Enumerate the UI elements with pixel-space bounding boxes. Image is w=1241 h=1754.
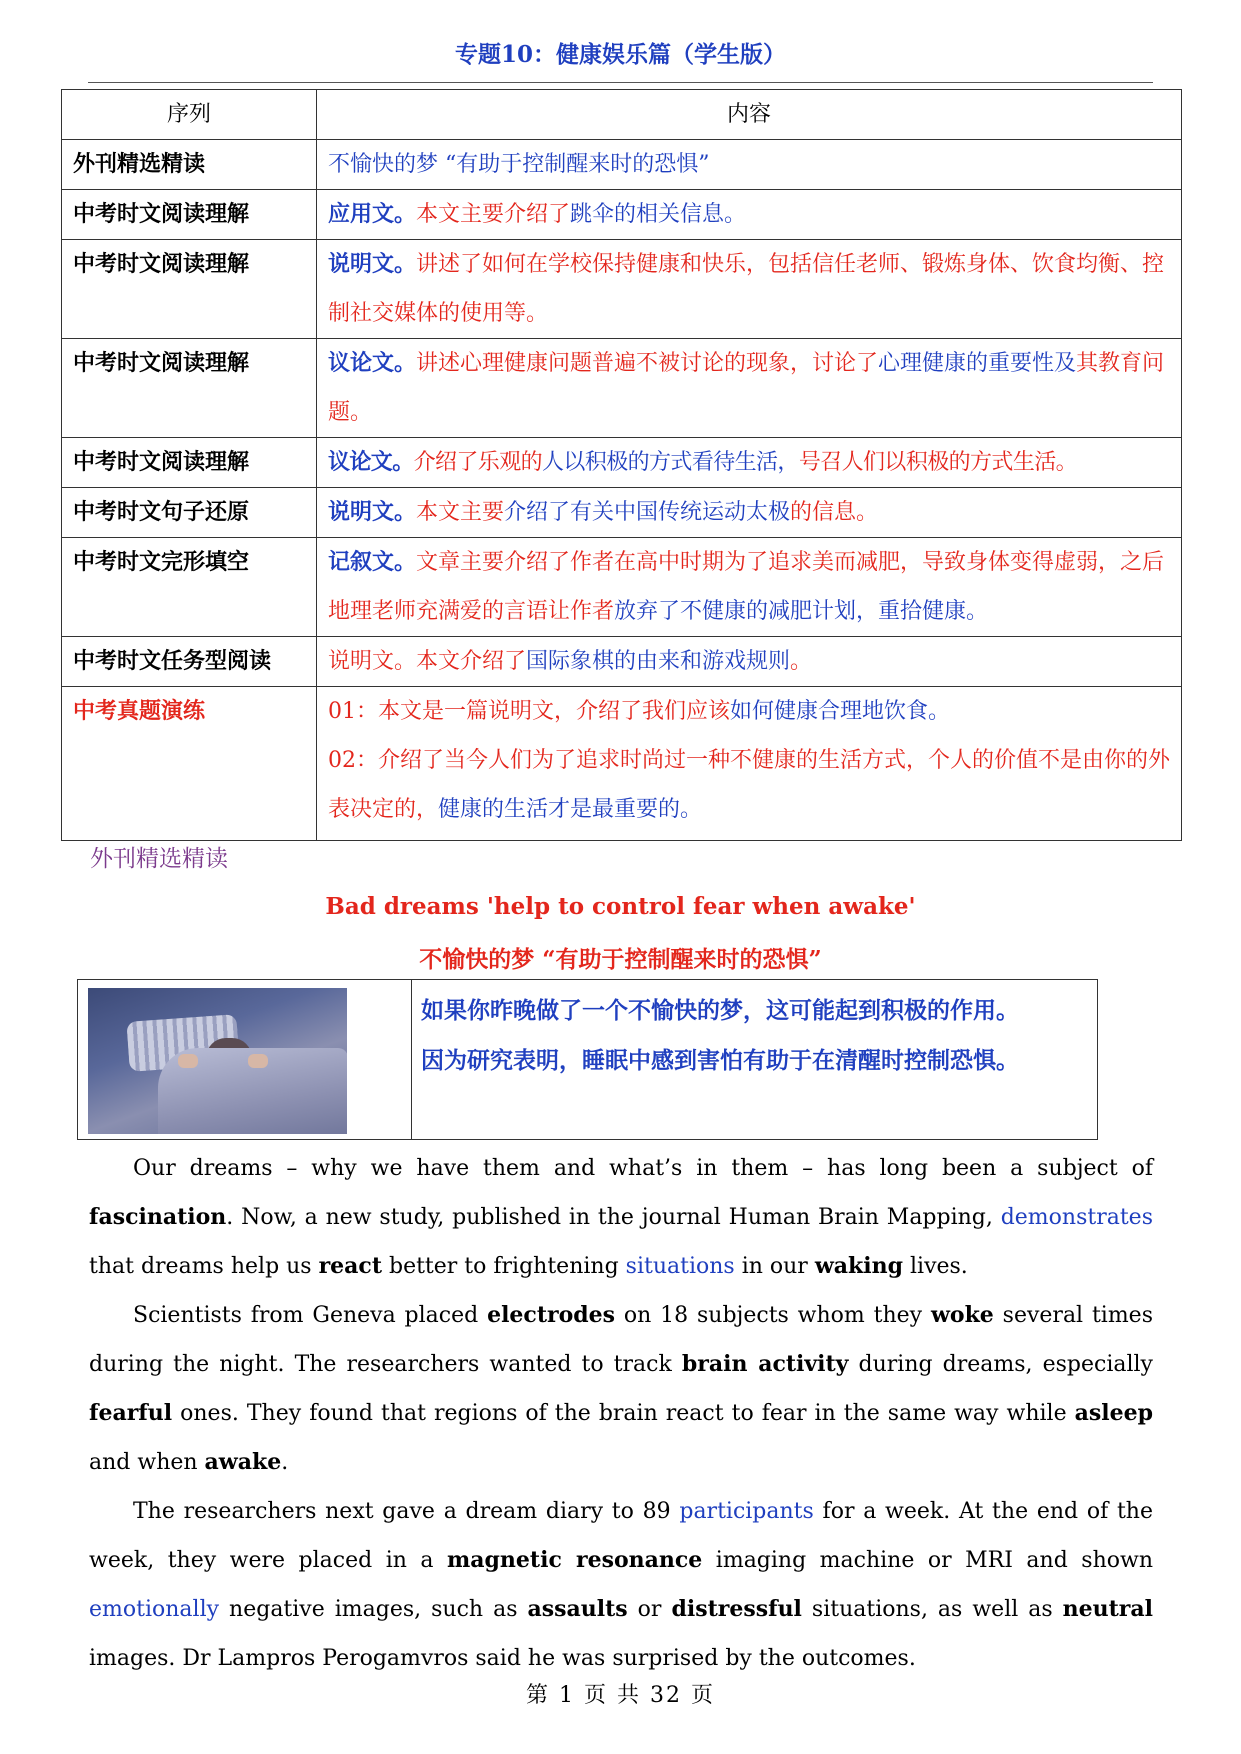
paragraph: Scientists from Geneva placed electrodes on 18 subjects whom they woke several times during the night. The researchers wanted to track brain activity during dreams, especially fearful ones. They found that regions of the brain react to fear in the same way while asleep and when awake. [89, 1302, 1153, 1475]
row-label: 中考时文阅读理解 [62, 190, 317, 240]
article-title-zh: 不愉快的梦 “有助于控制醒来时的恐惧” [419, 946, 822, 973]
table-row [62, 438, 1182, 488]
row-label: 中考时文阅读理解 [62, 339, 317, 438]
table-row [62, 538, 1182, 637]
content-blue: 人以积极的方式看待生活， [542, 450, 799, 475]
table-row [62, 488, 1182, 538]
row-content [317, 637, 1182, 687]
table-row [62, 240, 1182, 339]
row-content [317, 438, 1182, 488]
row-content [317, 190, 1182, 240]
table-row [62, 140, 1182, 190]
header-sequence: 序列 [62, 90, 317, 140]
hand-shape [178, 1054, 198, 1068]
content-red: 其教育问题。 [328, 351, 1165, 425]
intro-line: 如果你昨晚做了一个不愉快的梦，这可能起到积极的作用。 [421, 997, 1019, 1024]
summary-table [61, 89, 1182, 841]
table-row [62, 637, 1182, 687]
content-red: 01：本文是一篇说明文，介绍了我们应该 [328, 699, 730, 724]
intro-text [421, 986, 1091, 1086]
content-red: 讲述心理健康问题普遍不被讨论的现象，讨论了 [416, 351, 879, 376]
row-label: 外刊精选精读 [62, 140, 317, 190]
row-content [317, 240, 1182, 339]
row-label: 中考时文阅读理解 [62, 240, 317, 339]
text-type: 议论文。 [328, 449, 414, 475]
table-row [62, 190, 1182, 240]
row-label: 中考真题演练 [62, 687, 317, 841]
content-blue: 如何健康合理地饮食。 [730, 699, 951, 724]
row-label: 中考时文阅读理解 [62, 438, 317, 488]
content-red: 02：介绍了当今人们为了追求时尚过一种不健康的生活方式，个人的价值不是由你的外表决定的， [328, 748, 1170, 822]
content-red: 本文介绍了 [416, 649, 527, 674]
article-title-en: Bad dreams 'help to control fear when awake' [325, 893, 916, 920]
content-red: 的信息。 [790, 500, 879, 525]
intro-line: 因为研究表明，睡眠中感到害怕有助于在清醒时控制恐惧。 [421, 1047, 1019, 1074]
row-content [317, 339, 1182, 438]
page-footer: 第 1 页 共 32 页 [526, 1683, 715, 1708]
content-blue: 放弃了不健康的减肥计划，重拾健康。 [614, 599, 989, 624]
text-type: 议论文。 [328, 350, 417, 376]
content-blue: 国际象棋的由来和游戏规则 [526, 649, 791, 674]
text-type: 记叙文。 [328, 549, 417, 575]
page-title: 专题10：健康娱乐篇（学生版） [454, 41, 786, 68]
row-label: 中考时文句子还原 [62, 488, 317, 538]
row-content [317, 538, 1182, 637]
intro-divider [411, 980, 412, 1139]
table-row [62, 687, 1182, 841]
row-content [317, 488, 1182, 538]
content-red: 。 [790, 649, 813, 674]
row-content [317, 687, 1182, 841]
table-header-row [62, 90, 1182, 140]
text-type: 说明文。 [328, 499, 417, 525]
hand-shape [248, 1054, 268, 1068]
content-blue: 健康的生活才是最重要的。 [438, 797, 703, 822]
article-body [89, 1144, 1153, 1683]
content-red: 本文主要 [416, 500, 505, 525]
table-row [62, 339, 1182, 438]
content-red: 讲述了如何在学校保持健康和快乐，包括信任老师、锻炼身体、饮食均衡、控制社交媒体的使用等。 [328, 252, 1165, 326]
content-blue: 介绍了有关中国传统运动太极 [504, 500, 791, 525]
section-heading: 外刊精选精读 [90, 846, 228, 872]
content-line [328, 687, 1170, 736]
text-type: 说明文。 [328, 649, 417, 674]
header-content: 内容 [317, 90, 1182, 140]
row-label: 中考时文完形填空 [62, 538, 317, 637]
row-content: 不愉快的梦 “有助于控制醒来时的恐惧” [317, 140, 1182, 190]
content-line [328, 736, 1170, 834]
row-label: 中考时文任务型阅读 [62, 637, 317, 687]
paragraph: Our dreams – why we have them and what’s in them – has long been a subject of fascination. Now, a new study, published in the journal Human Brain Mapping, demonstrates that dreams help us react better to frightening situations in our waking lives. [89, 1156, 1153, 1279]
text-type: 说明文。 [328, 251, 417, 277]
content-red: 文章主要介绍了作者在高中时期为了追求美而减肥，导致身体变得虚弱，之后地理老师充满爱的言语让作者 [328, 550, 1165, 624]
content-red: 本文主要介绍了 [416, 202, 571, 227]
text-type: 应用文。 [328, 201, 417, 227]
paragraph: The researchers next gave a dream diary to 89 participants for a week. At the end of the week, they were placed in a magnetic resonance imaging machine or MRI and shown emotionally negative images, such as assaults or distressful situations, as well as neutral images. Dr Lampros Perogamvros said he was surprised by the outcomes. [89, 1499, 1154, 1671]
content-blue: 跳伞的相关信息。 [570, 202, 747, 227]
content-blue: 心理健康的重要性及 [878, 351, 1077, 376]
content-red: 介绍了乐观的 [413, 450, 543, 475]
content-red: 号召人们以积极的方式生活。 [798, 450, 1078, 475]
sleeping-person-photo [88, 988, 347, 1134]
intro-box [77, 979, 1098, 1140]
title-divider [88, 82, 1153, 83]
